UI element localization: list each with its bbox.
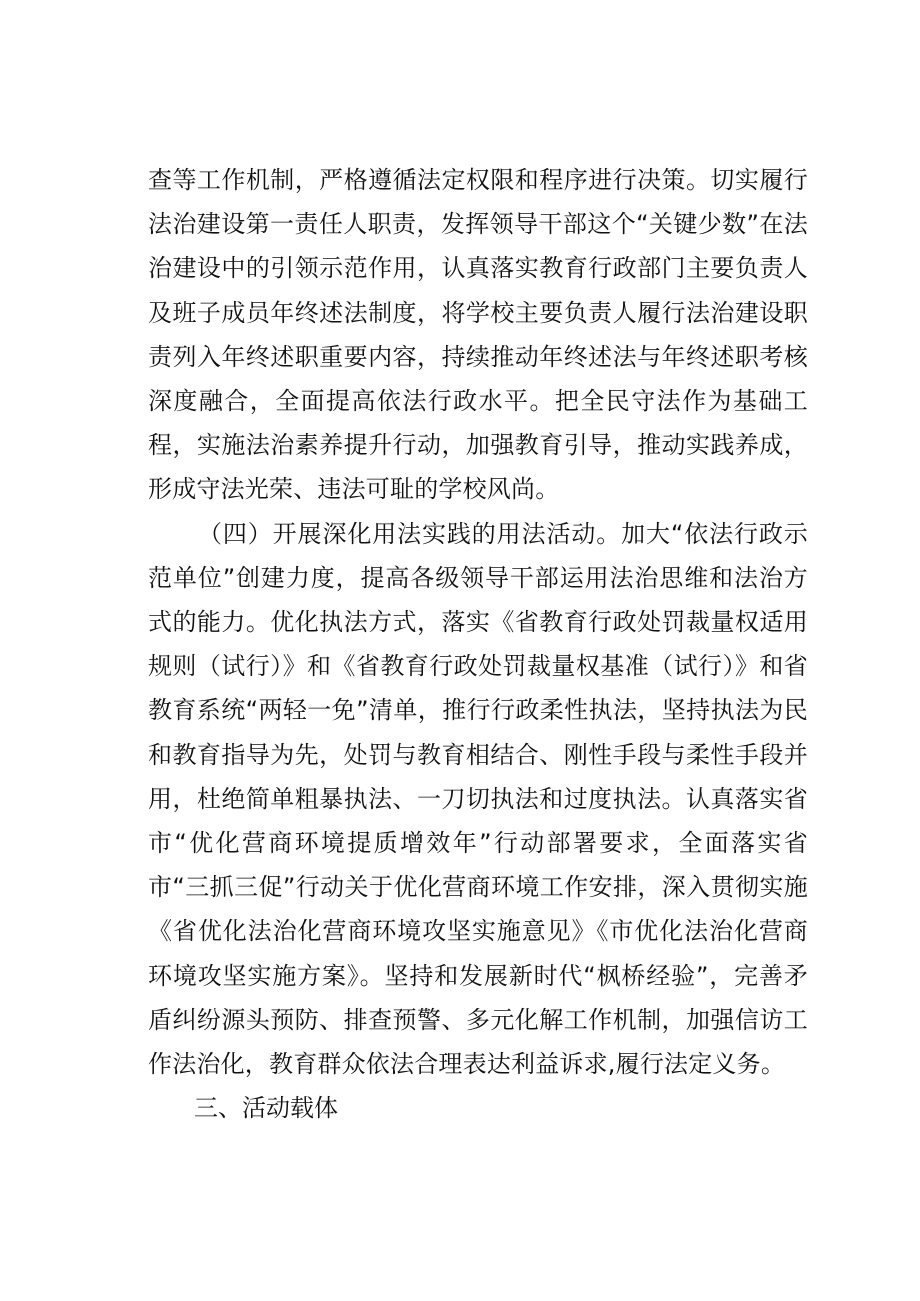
- section-heading-activity-carriers: 三、活动载体: [194, 1094, 338, 1123]
- document-body: [148, 158, 808, 1130]
- paragraph-legal-practice-activities: （四）开展深化用法实践的用法活动。加大“依法行政示范单位”创建力度，提高各级领导干部运用法治思维和法治方式的能力。优化执法方式，落实《省教育行政处罚裁量权适用规则（试行）》和《省教育行政处罚裁量权基准（试行）》和省教育系统“两轻一免”清单，推行行政柔性执法，坚持执法为民和教育指导为先，处罚与教育相结合、刚性手段与柔性手段并用，杜绝简单粗暴执法、一刀切执法和过度执法。认真落实省市“优化营商环境提质增效年”行动部署要求，全面落实省市“三抓三促”行动关于优化营商环境工作安排，深入贯彻实施《省优化法治化营商环境攻坚实施意见》《市优化法治化营商环境攻坚实施方案》。坚持和发展新时代“枫桥经验”，完善矛盾纠纷源头预防、排查预警、多元化解工作机制，加强信访工作法治化，教育群众依法合理表达利益诉求,履行法定义务。: [148, 519, 808, 1079]
- paragraph-legal-compliance: 查等工作机制，严格遵循法定权限和程序进行决策。切实履行法治建设第一责任人职责，发挥领导干部这个“关键少数”在法治建设中的引领示范作用，认真落实教育行政部门主要负责人及班子成员年终述法制度，将学校主要负责人履行法治建设职责列入年终述职重要内容，持续推动年终述法与年终述职考核深度融合，全面提高依法行政水平。把全民守法作为基础工程，实施法治素养提升行动，加强教育引导，推动实践养成，形成守法光荣、违法可耻的学校风尚。: [148, 166, 808, 504]
